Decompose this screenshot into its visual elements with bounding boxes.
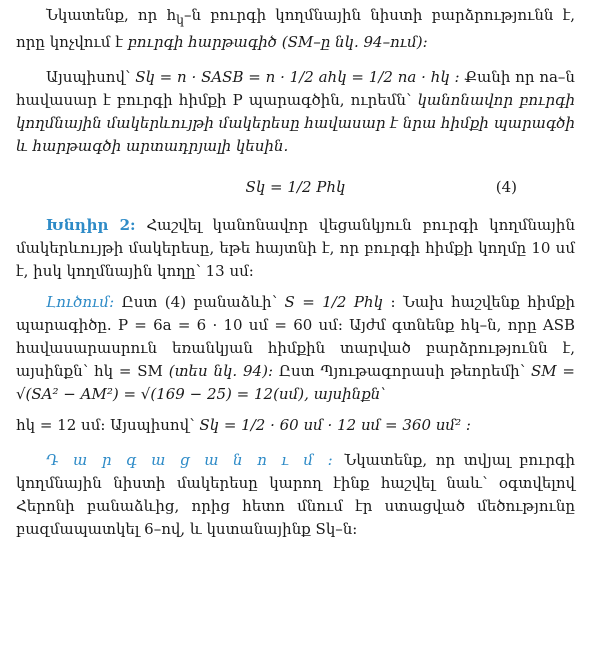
formula-lateral-area: Sկ = n · SASB = n · 1/2 ahկ = 1/2 na · hկ :	[135, 68, 460, 86]
paragraph-slant-height	[16, 4, 575, 54]
text-run: : Նախ հաշվենք հիմքի պարագիծը. P = 6a = 6 · 10 սմ = 60 սմ: Այժմ գտնենք hկ–ն, որը ASB հավասարասրուն եռանկյան հիմքին տարված բարձրությունն է, այսինքն՝ hկ = SM	[16, 293, 575, 380]
text-run: Այսպիսով՝	[46, 68, 131, 86]
text-run: hկ = 12 սմ: Այսպիսով՝	[16, 416, 195, 434]
formula-result: Sկ = 1/2 · 60 սմ · 12 սմ = 360 սմ² :	[199, 416, 471, 434]
remark-label: Դ ա ր գ ա ց ա ն ո ւ մ :	[46, 451, 336, 469]
term-slant-height: բուրգի հարթագիծ	[127, 33, 277, 51]
text-run: Ըստ (4) բանաձևի՝	[121, 293, 278, 311]
task-text: Հաշվել կանոնավոր վեցանկյուն բուրգի կողմնային մակերևույթի մակերեսը, եթե հայտնի է, որ բուրգի հիմքի կողմը 10 սմ է, իսկ կողմնային կողը՝ 13 սմ:	[16, 216, 575, 280]
text-run: –ն բուրգի կողմնային նիստի բարձրությունն է, որը կոչվում է	[16, 6, 575, 51]
figure-reference: (տես նկ. 94):	[168, 362, 274, 380]
task-label: Խնդիր 2:	[46, 216, 136, 234]
formula-pythagoras: SM = √(SA² − AM²) = √(169 − 25) = 12(սմ), այսինքն՝	[16, 362, 575, 403]
remark-text: Նկատենք, որ տվյալ բուրգի կողմնային նիստի մակերեսը կարող էինք հաշվել նաև՝ օգտվելով Հերոնի բանաձևից, որից հետո մնում էր ստացված մեծությունը բազմապատկել 6–ով, և կստանայինք Sկ–ն:	[16, 451, 575, 538]
paragraph-solution	[16, 291, 575, 406]
subscript: կ	[176, 12, 185, 27]
paragraph-solution-result	[16, 414, 575, 437]
theorem-statement: կանոնավոր բուրգի կողմնային մակերևույթի մակերեսը հավասար է նրա հիմքի պարագծի և հարթագծի արտադրյալի կեսին.	[16, 91, 575, 155]
figure-reference: (SM–ը նկ. 94–ում):	[281, 33, 428, 51]
formula-4-block	[16, 164, 575, 210]
solution-label: Լուծում:	[46, 293, 115, 311]
text-run: Քանի որ na–ն հավասար է բուրգի հիմքի P պարագծին, ուրեմն՝	[16, 68, 575, 109]
equation-number: (4)	[495, 178, 517, 196]
formula-s: S = 1/2 Phկ	[284, 293, 383, 311]
paragraph-lateral-area	[16, 66, 575, 158]
formula-4: Sկ = 1/2 Phկ	[245, 178, 346, 196]
text-run: Ըստ Պյութագորասի թեորեմի՝	[278, 362, 526, 380]
paragraph-task-2	[16, 214, 575, 283]
paragraph-remark	[16, 449, 575, 541]
text-run: Նկատենք, որ h	[46, 6, 177, 24]
